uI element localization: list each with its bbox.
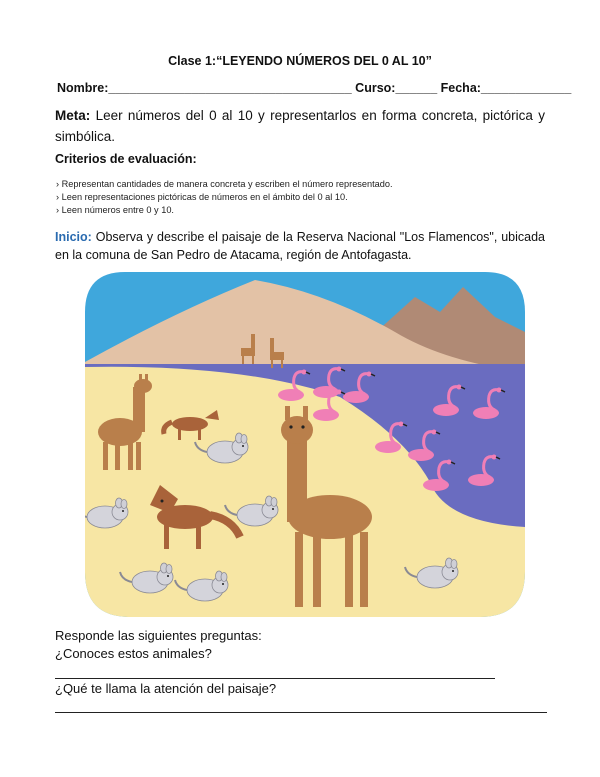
intro-label: Inicio: — [55, 230, 92, 244]
questions-intro: Responde las siguientes preguntas: — [55, 628, 262, 643]
student-info-line: Nombre:___________________________________ Curso:______ Fecha:_____________ — [57, 81, 572, 95]
question-2: ¿Qué te llama la atención del paisaje? — [55, 681, 277, 696]
question-1: ¿Conoces estos animales? — [55, 646, 212, 661]
answer-line-2[interactable] — [55, 712, 547, 713]
goal-text: Leer números del 0 al 10 y representarlos en forma concreta, pictórica y simbólica. — [55, 108, 545, 144]
answer-line-1[interactable] — [55, 678, 495, 679]
criteria-heading: Criterios de evaluación: — [55, 152, 197, 166]
criteria-item: › Representan cantidades de manera concreta y escriben el número representado. — [56, 179, 393, 189]
criteria-list — [56, 178, 393, 217]
criteria-item: › Leen representaciones pictóricas de números en el ámbito del 0 al 10. — [56, 192, 348, 202]
landscape-illustration — [85, 272, 525, 617]
worksheet-title: Clase 1:“LEYENDO NÚMEROS DEL 0 AL 10” — [168, 54, 432, 68]
goal-label: Meta: — [55, 108, 91, 123]
intro-text: Observa y describe el paisaje de la Reserva Nacional "Los Flamencos", ubicada en la comuna de San Pedro de Atacama, región de Antofagasta. — [55, 230, 545, 262]
intro-paragraph — [55, 228, 545, 264]
criteria-item: › Leen números entre 0 y 10. — [56, 205, 174, 215]
goal-paragraph — [55, 105, 545, 147]
